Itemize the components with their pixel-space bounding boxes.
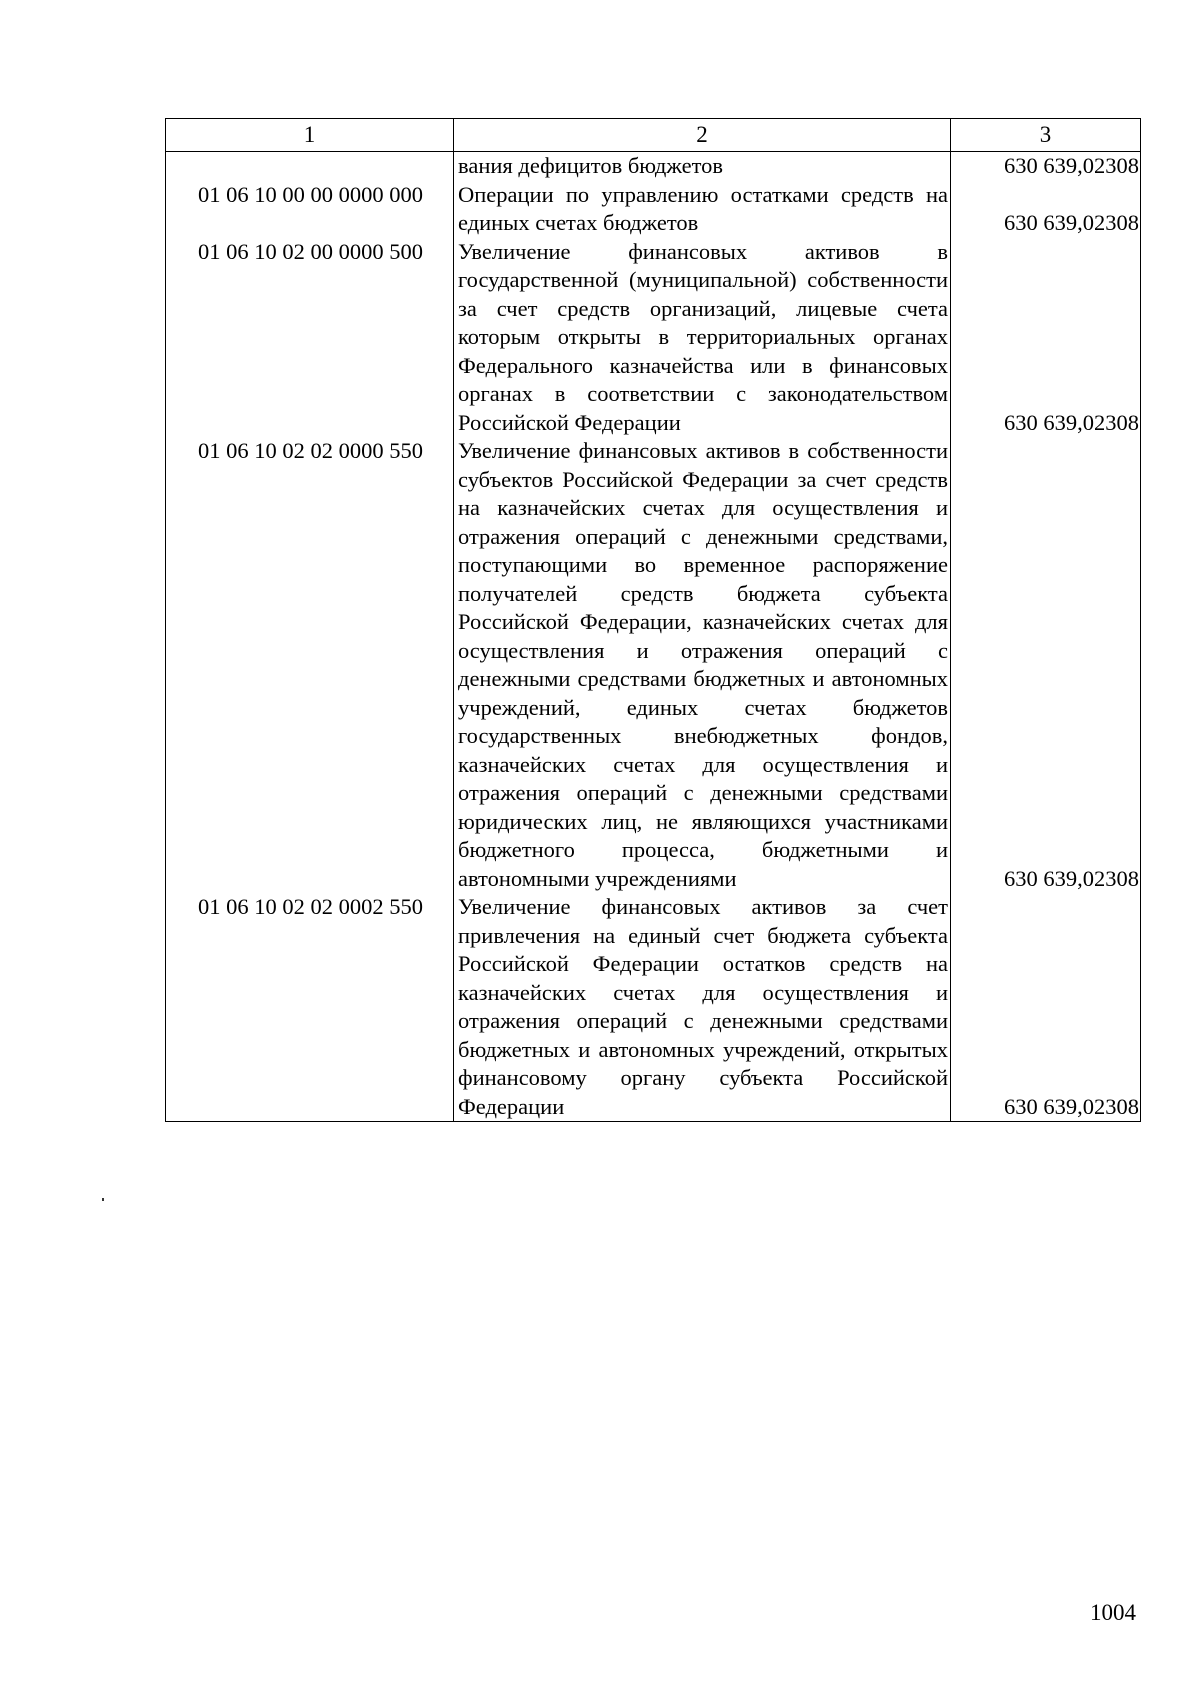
row-code: 01 06 10 00 00 0000 000 — [166, 181, 454, 238]
row-code: 01 06 10 02 02 0002 550 — [166, 893, 454, 1122]
row-amount: 630 639,02308 — [951, 238, 1141, 438]
row-description: Увеличение финансовых активов за счет привлечения на единый счет бюджета субъекта Российской Федерации остатков средств на казначейских счетах для осуществления и отражения операций с денежными средствами бюджетных и автономных учреждений, открытых финансовому органу субъекта Российской Федерации — [454, 893, 951, 1122]
row-description: вания дефицитов бюджетов — [454, 152, 951, 181]
table-row — [166, 437, 1141, 893]
header-row — [166, 119, 1141, 152]
row-amount: 630 639,02308 — [951, 181, 1141, 238]
table-row — [166, 893, 1141, 1122]
row-code: 01 06 10 02 00 0000 500 — [166, 238, 454, 438]
row-description: Увеличение финансовых активов в собственности субъектов Российской Федерации за счет средств на казначейских счетах для осуществления и отражения операций с денежными средствами, поступающими во временное распоряжение получателей средств бюджета субъекта Российской Федерации, казначейских счетах для осуществления и отражения операций с денежными средствами бюджетных и автономных учреждений, единых счетах бюджетов государственных внебюджетных фондов, казначейских счетах для осуществления и отражения операций с денежными средствами юридических лиц, не являющихся участниками бюджетного процесса, бюджетными и автономными учреждениями — [454, 437, 951, 893]
table-row — [166, 152, 1141, 181]
row-code — [166, 152, 454, 181]
scan-speck — [102, 1198, 104, 1201]
budget-table — [165, 118, 1141, 1122]
row-amount: 630 639,02308 — [951, 437, 1141, 893]
column-header-3: 3 — [951, 119, 1141, 152]
row-amount: 630 639,02308 — [951, 893, 1141, 1122]
row-description: Увеличение финансовых активов в государственной (муниципальной) собственности за счет средств организаций, лицевые счета которым открыты в территориальных органах Федерального казначейства или в финансовых органах в соответствии с законодательством Российской Федерации — [454, 238, 951, 438]
page-number: 1004 — [1090, 1600, 1136, 1625]
column-header-1: 1 — [166, 119, 454, 152]
row-code: 01 06 10 02 02 0000 550 — [166, 437, 454, 893]
column-header-2: 2 — [454, 119, 951, 152]
table-row — [166, 238, 1141, 438]
row-description: Операции по управлению остатками средств на единых счетах бюджетов — [454, 181, 951, 238]
row-amount: 630 639,02308 — [951, 152, 1141, 181]
table-row — [166, 181, 1141, 238]
